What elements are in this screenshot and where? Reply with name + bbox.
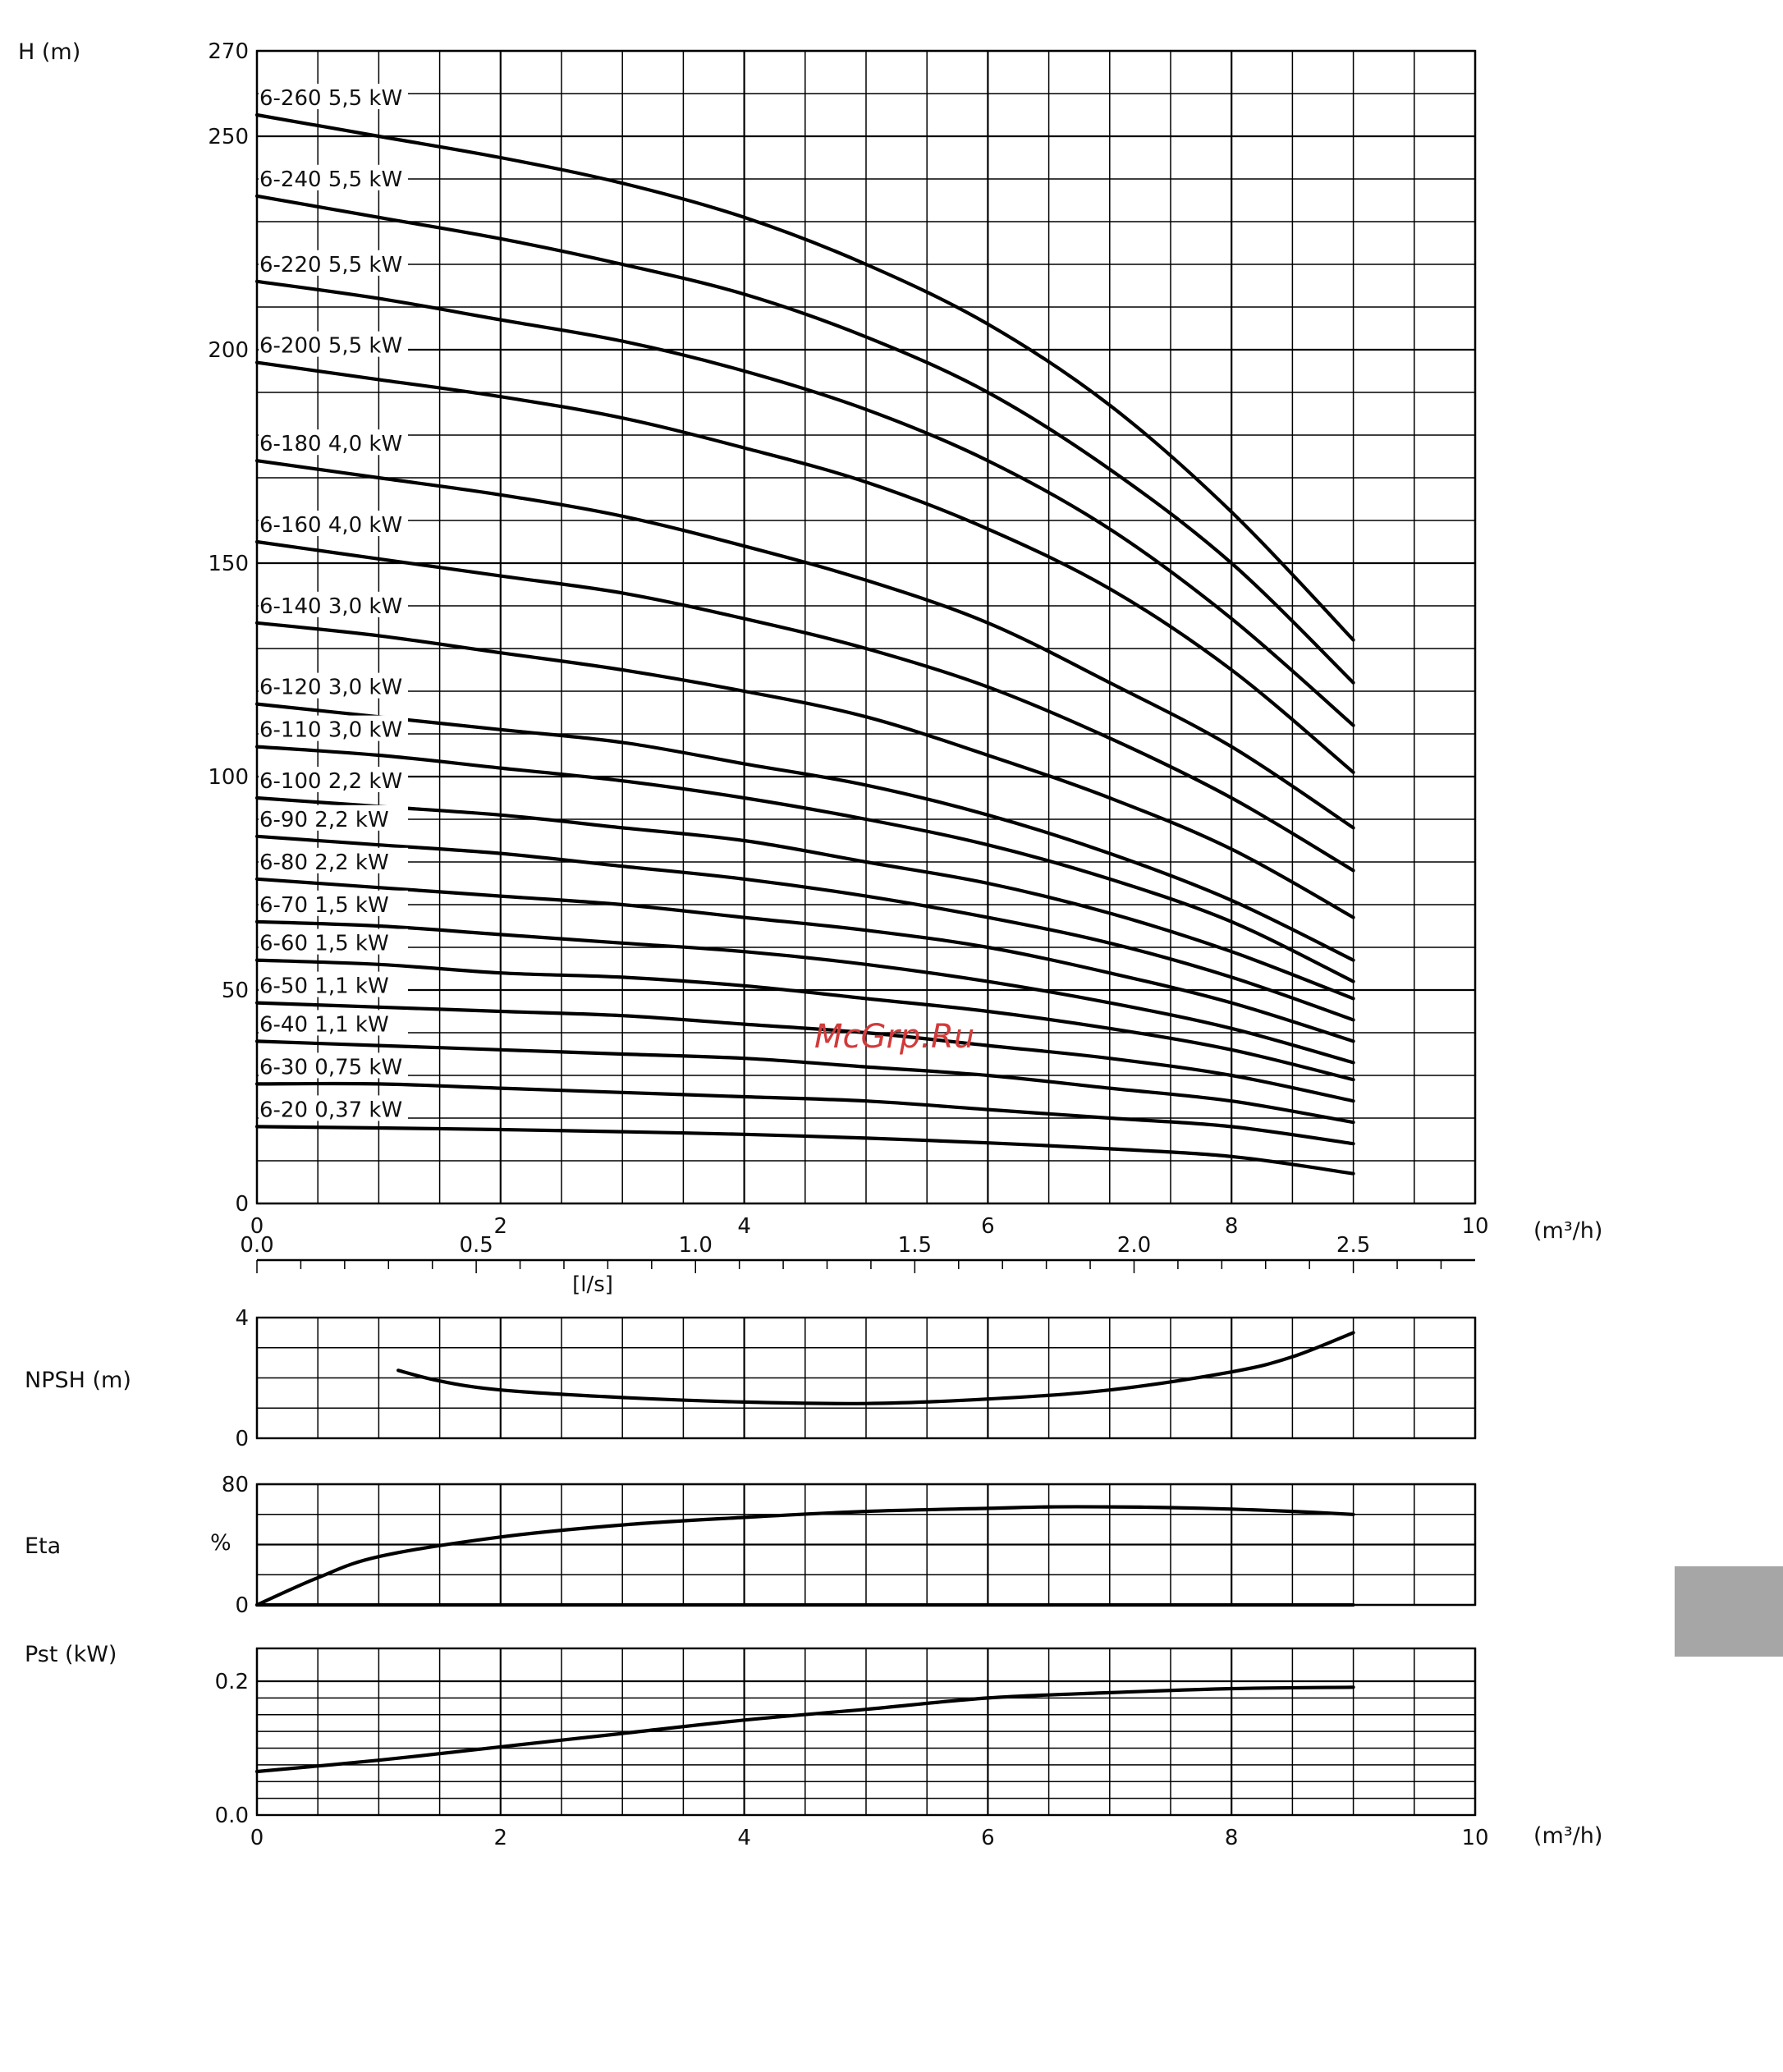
curve-label: 6-220 5,5 kW [259,252,403,277]
curve-label: 6-240 5,5 kW [259,167,403,192]
ls-tick-label: 2.5 [1336,1233,1371,1258]
ls-tick-label: 0.0 [240,1233,274,1258]
x-tick-label: 0 [250,1214,264,1239]
watermark: McGrp.Ru [814,1018,975,1056]
curve-label: 6-90 2,2 kW [259,807,389,832]
npsh-curve [398,1332,1354,1403]
pst-x-tick-label: 2 [493,1826,508,1850]
y-tick-label: 100 [208,765,249,790]
x-tick-label: 10 [1461,1214,1489,1239]
curve-label: 6-30 0,75 kW [259,1055,403,1080]
npsh-axis-label: NPSH (m) [25,1368,131,1393]
curve-label: 6-140 3,0 kW [259,594,403,619]
curve-label: 6-180 4,0 kW [259,432,403,457]
eta-chart [222,1473,1475,1618]
npsh-chart [235,1306,1475,1451]
y-tick-label: 250 [208,125,249,149]
pst-x-tick-label: 4 [737,1826,751,1850]
ls-unit-label: [l/s] [572,1272,613,1297]
y-tick-label: 150 [208,552,249,576]
x-tick-label: 8 [1224,1214,1239,1239]
x-tick-label: 6 [981,1214,995,1239]
eta-unit-label: % [210,1530,231,1556]
curve-label: 6-100 2,2 kW [259,769,403,794]
curve-label: 6-200 5,5 kW [259,333,403,359]
pst-x-tick-label: 0 [250,1826,264,1850]
ls-tick-label: 2.0 [1116,1233,1152,1258]
pst-y-tick-label: 0.0 [214,1804,249,1828]
y-tick-label: 50 [221,979,249,1003]
pst-x-tick-label: 10 [1461,1826,1489,1850]
flow-unit-label-bottom: (m³/h) [1533,1823,1603,1849]
eta-y-tick-label: 0 [235,1593,249,1618]
flow-unit-label-top: (m³/h) [1533,1218,1603,1244]
curve-label: 6-160 4,0 kW [259,513,403,538]
flow-ls-axis [240,1233,1475,1273]
curve-label: 6-20 0,37 kW [259,1098,403,1123]
ls-tick-label: 1.5 [897,1233,933,1258]
page-tab-marker [1675,1566,1783,1657]
npsh-y-tick-label: 4 [235,1306,249,1331]
curve-label: 6-80 2,2 kW [259,850,389,875]
pst-x-tick-label: 8 [1224,1826,1239,1850]
ls-tick-label: 0.5 [459,1233,493,1258]
x-tick-label: 4 [737,1214,751,1239]
y-tick-label: 270 [208,39,249,64]
y-tick-label: 0 [235,1192,249,1217]
curve-label: 6-50 1,1 kW [259,974,389,999]
curve-label: 6-40 1,1 kW [259,1012,389,1038]
npsh-y-tick-label: 0 [235,1427,249,1451]
pst-x-tick-label: 6 [981,1826,995,1850]
curve-label: 6-60 1,5 kW [259,931,389,956]
eta-axis-label: Eta [25,1533,62,1559]
curve-label: 6-120 3,0 kW [259,675,403,700]
ls-tick-label: 1.0 [678,1233,713,1258]
head-axis-label: H (m) [18,39,81,65]
pst-axis-label: Pst (kW) [25,1642,117,1667]
head-chart [208,39,1488,1239]
x-tick-label: 2 [493,1214,508,1239]
curve-label: 6-110 3,0 kW [259,717,403,743]
eta-y-tick-label: 80 [221,1473,249,1497]
pst-chart [215,1648,1489,1850]
pst-y-tick-label: 0.2 [214,1670,249,1694]
curve-label: 6-260 5,5 kW [259,86,403,111]
curve-label: 6-70 1,5 kW [259,892,389,918]
y-tick-label: 200 [208,338,249,363]
